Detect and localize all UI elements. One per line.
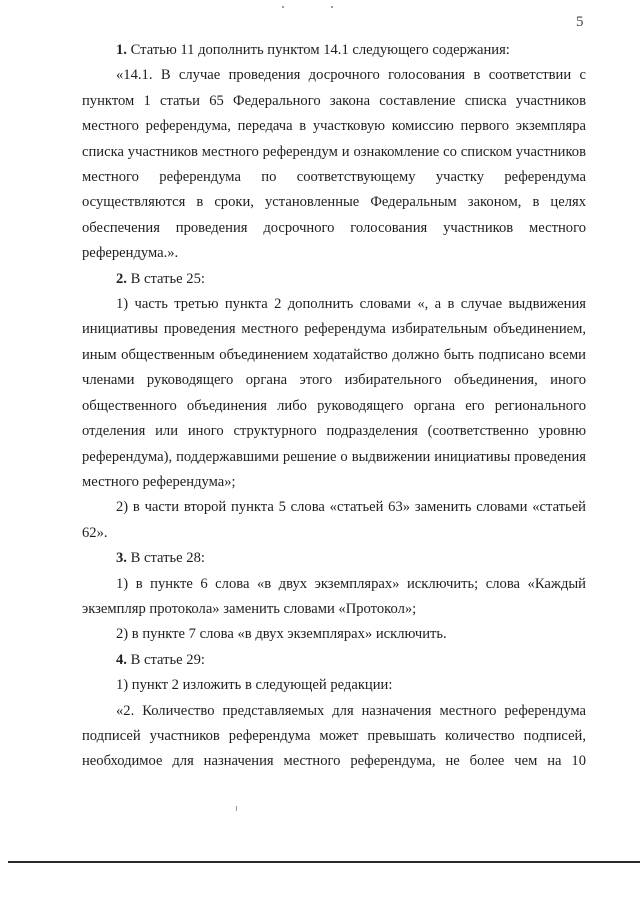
paragraph-text: Статью 11 дополнить пунктом 14.1 следующего содержания: <box>126 42 510 58</box>
scan-speck <box>331 6 333 8</box>
paragraph-text: В статье 28: <box>126 550 205 567</box>
paragraph-6 <box>82 546 586 571</box>
item-number: 4. <box>116 651 127 668</box>
paragraph-text: 2) в части второй пункта 5 слова «статьей 63» заменить словами «статьей 62». <box>82 499 586 541</box>
scan-speck <box>236 806 237 811</box>
paragraph-text: 1) пункт 2 изложить в следующей редакции: <box>116 677 393 694</box>
paragraph-9 <box>82 648 586 673</box>
paragraph-text: 1) часть третью пункта 2 дополнить словами «, а в случае выдвижения инициативы проведения местного референдума избирательным объединением, иным общественным объединением ходатайство должно быть подписано всеми членами руководящего органа этого избирательного объединения, иного общественного объединения либо руководящего органа его регионального отделения или иного структурного подразделения (соответственно уровню референдума), поддержавшими решение о выдвижении инициативы проведения местного референдума»; <box>82 296 586 490</box>
paragraph-3 <box>82 267 586 292</box>
paragraph-7 <box>82 572 586 623</box>
paragraph-text: В статье 29: <box>126 651 205 668</box>
item-number: 1. <box>116 42 127 58</box>
paragraph-text: 2) в пункте 7 слова «в двух экземплярах» исключить. <box>116 626 447 643</box>
paragraph-text: «2. Количество представляемых для назначения местного референдума подписей участников референдума может превышать количество подписей, необходимое для назначения местного референдума, не более чем на 10 <box>82 702 586 770</box>
paragraph-10 <box>82 673 586 698</box>
paragraph-11 <box>82 699 586 775</box>
scan-border-line <box>8 861 640 863</box>
paragraph-8 <box>82 622 586 647</box>
paragraph-text: «14.1. В случае проведения досрочного голосования в соответствии с пунктом 1 статьи 65 Федерального закона составление списка участников местного референдума, передача в участковую комиссию первого экземпляра списка участников местного референдум и ознакомление со списком участников местного референдума по соответствующему участку референдума осуществляются в сроки, установленные Федеральным законом, в целях обеспечения проведения досрочного голосования участников местного референдума.». <box>82 67 586 262</box>
item-number: 3. <box>116 550 127 567</box>
scan-speck <box>282 6 284 8</box>
page-number: 5 <box>576 14 584 30</box>
item-number: 2. <box>116 270 127 287</box>
paragraph-text: 1) в пункте 6 слова «в двух экземплярах» исключить; слова «Каждый экземпляр протокола» заменить словами «Протокол»; <box>82 575 586 617</box>
paragraph-1 <box>82 38 586 63</box>
document-body <box>82 38 586 775</box>
paragraph-4 <box>82 292 586 495</box>
paragraph-2 <box>82 63 586 266</box>
paragraph-5 <box>82 495 586 546</box>
paragraph-text: В статье 25: <box>126 270 205 287</box>
